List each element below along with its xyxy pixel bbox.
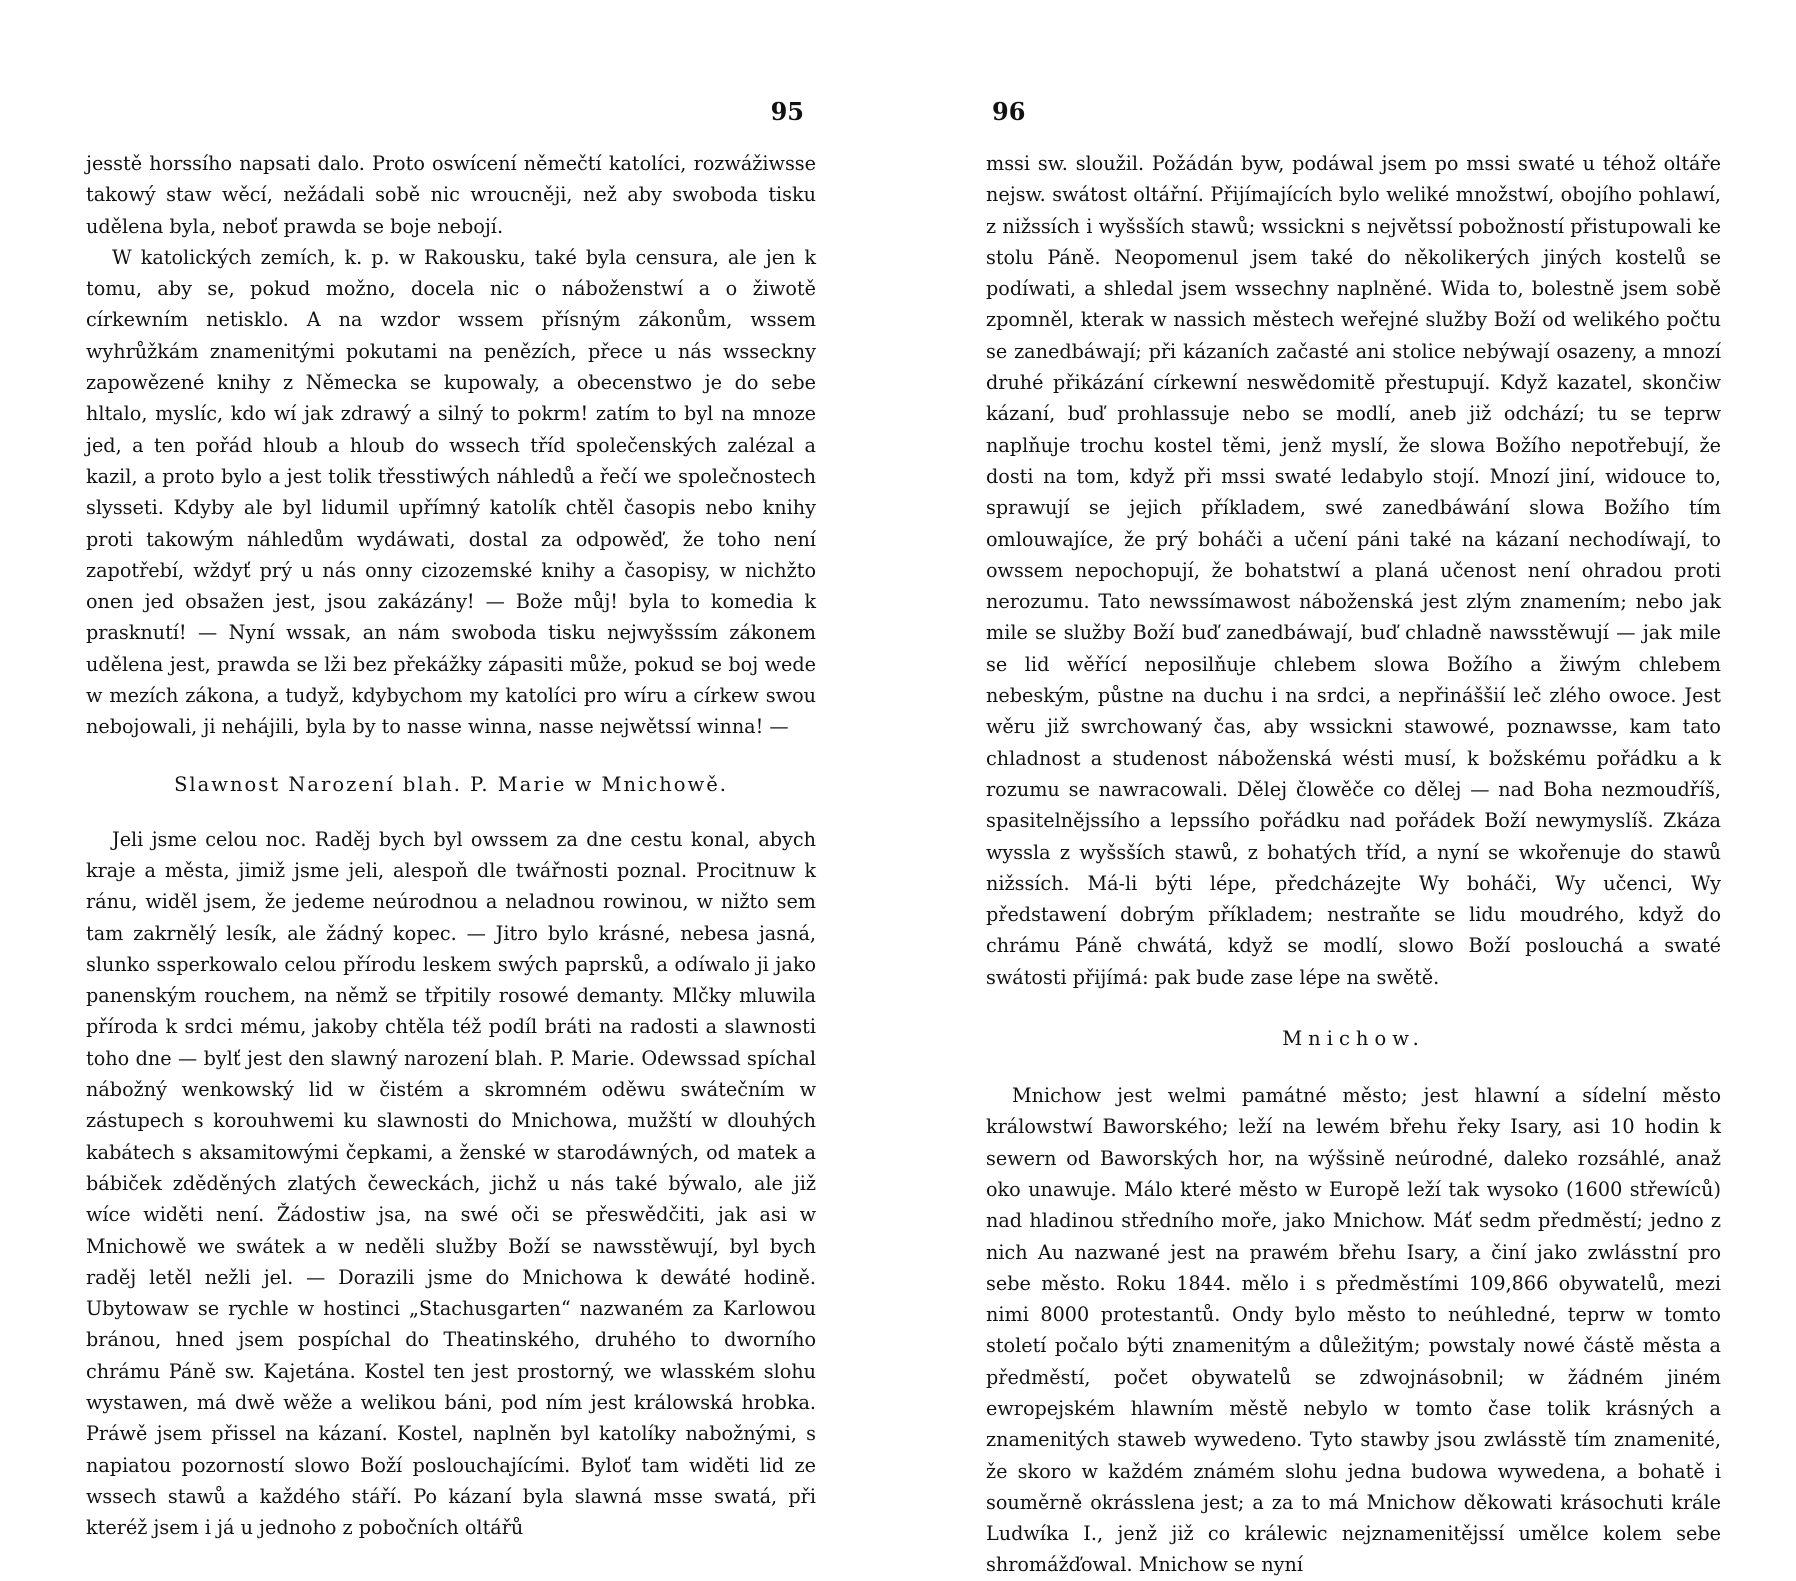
section-heading: Slawnost Narození blah. P. Marie w Mnichowě. [174, 772, 728, 796]
paragraph: W katolických zemích, k. p. w Rakousku, také byla censura, ale jen k tomu, aby se, pokud možno, docela nic o náboženstwí a o žiwotě církewním netisklo. A na wzdor wssem přísným zákonům, wssem wyhrůžkám znamenitými pokutami na penězích, přece u nás wsseckny zapowězené knihy z Německa se kupowaly, a obecenstwo je do sebe hltalo, myslíc, kdo wí jak zdrawý a silný to pokrm! zatím to byl na mnoze jed, a ten pořád hloub a hloub do wssech tříd společenských zalézal a kazil, a proto bylo a jest tolik třesstiwých náhledů a řečí we společnostech slysseti. Kdyby ale byl lidumil upřímný katolík chtěl časopis nebo knihy proti takowým náhledům wydáwati, dostal za odpowěď, že toho není zapotřebí, wždyť prý u nás onny cizozemské knihy a časopisy, w nichžto onen jed obsažen jest, jsou zakázány! — Bože můj! byla to komedia k prasknutí! — Nyní wssak, an nám swoboda tisku nejwyšssím zákonem udělena jest, prawda se lži bez překážky zápasiti může, pokud se boj wede w mezích zákona, a tudyž, kdybychom my katolíci pro wíru a církew swou nebojowali, ji nehájili, byla by to nasse winna, nasse nejwětssí winna! — [86, 245, 816, 739]
paragraph: Jeli jsme celou noc. Raděj bych byl owssem za dne cestu konal, abych kraje a města, jimiž jsme jeli, alespoň dle twářnosti poznal. Procitnuw k ránu, widěl jsem, že jedeme neúrodnou a neladnou rowinou, w nižto sem tam zakrnělý lesík, ale žádný kopec. — Jitro bylo krásné, nebesa jasná, slunko ssperkowalo celou přírodu leskem swých paprsků, a odíwalo ji jako panenským rouchem, na němž se třpitily rosowé demanty. Mlčky mluwila příroda k srdci mému, jakoby chtěla též podíl bráti na radosti a slawnosti toho dne — bylť jest den slawný narození blah. P. Marie. Odewssad spíchal nábožný wenkowský lid w čistém a skromném oděwu swátečním w zástupech s korouhwemi ku slawnosti do Mnichowa, mužští w dlouhých kabátech s aksamitowými čepkami, a ženské w starodáwných, od matek a bábiček zděděných zlatých čeweckách, jichž u nás také býwalo, ale již wíce widěti není. Žádostiw jsa, na swé oči se přeswědčiti, jak asi w Mnichowě we swátek a w neděli služby Boží se nawsstěwují, byl bych raděj letěl nežli jel. — Dorazili jsme do Mnichowa k dewáté hodině. Ubytowaw se rychle w hostinci „Stachusgarten“ nazwaném za Karlowou bránou, hned jsem pospíchal do Theatinského, druhého to dworního chrámu Páně sw. Kajetána. Kostel ten jest prostorný, we wlasském slohu wystawen, má dwě wěže a welikou báni, pod ním jest králowská hrobka. Práwě jsem přissel na kázaní. Kostel, naplněn byl katolíky nabožnými, s napiatou pozorností slowo Boží poslouchajícími. Byloť tam widěti lid ze wssech stawů a každého stáří. Po kázaní byla slawná msse swatá, při kteréž jsem i já u jednoho z pobočních oltářů [86, 827, 816, 1540]
paragraph: Mnichow jest welmi památné město; jest hlawní a sídelní město králowstwí Baworského; leží na lewém břehu řeky Isary, asi 10 hodin k sewern od Baworských hor, na wýšsině neúrodné, daleko rozsáhlé, anaž oko unawuje. Málo které město w Europě leží tak wysoko (1600 střewíců) nad hladinou středního moře, jako Mnichow. Máť sedm předměstí; jedno z nich Au nazwané jest na prawém břehu Isary, a činí jako zwlásstní pro sebe město. Roku 1844. mělo i s předměstími 109,866 obywatelů, mezi nimi 8000 protestantů. Ondy bylo město to neúhledné, teprw w tomto století počalo býti znamenitým a důležitým; powstaly nowé částě města a předměstí, počet obywatelů se zdwojnásobnil; w žádném jiném ewropejském hlawním městě nebylo w tomto čase tolik krásných a znamenitých staweb wywedeno. Tyto stawby jsou zwlásstě tím znamenité, že skoro w každém známém slohu jedna budowa wywedena, a bohatě i souměrně okrásslena jest; a za to má Mnichow děkowati krásochuti krále Ludwíka I., jenž již co králewic nejznamenitějssí umělce kolem sebe shromážďowal. Mnichow se nyní [986, 1084, 1721, 1577]
left-page [86, 97, 816, 1543]
paragraph: jesstě horssího napsati dalo. Proto oswícení němečtí katolíci, rozwážiwsse takowý staw wěcí, nežádali sobě nic wroucněji, než aby swoboda tisku udělena byla, neboť prawda se boje nebojí. [86, 152, 816, 238]
right-page [986, 97, 1721, 1581]
section-heading: Mnichow. [1282, 1027, 1425, 1051]
page-number: 96 [992, 97, 1026, 126]
paragraph: mssi sw. sloužil. Požádán byw, podáwal jsem po mssi swaté u téhož oltáře nejsw. swátost oltářní. Přijímajících bylo weliké množstwí, obojího pohlawí, z nižssích i wyšsších stawů; wssickni s největssí pobožností přistupowali ke stolu Páně. Neopomenul jsem také do několikerých jiných kostelů se podíwati, a shledal jsem wssechny naplněné. Wida to, bolestně jsem sobě zpomněl, kterak w nassich městech weřejné služby Boží od welikého počtu se zanedbáwají; při kázaních začasté ani stolice nebýwají osazeny, a mnozí druhé přikázání církewní neswědomitě přestupují. Když kazatel, skončiw kázaní, buď prohlassuje nebo se modlí, aneb již odchází; tu se teprw naplňuje trochu kostel těmi, jenž myslí, že slowa Božího nepotřebují, že dosti na tom, když při mssi swaté ledabylo stojí. Mnozí jiní, widouce to, sprawují se jejich příkladem, swé zanedbáwání slowa Božího tím omlouwajíce, že prý boháči a učení páni také na kázaní nechodíwají, to owssem nepochopují, že bohatstwí a planá učenost není ohradou proti nerozumu. Tato newssímawost náboženská jest zlým znamením; nebo jak mile se služby Boží buď zanedbáwají, buď chladně nawsstěwují — jak mile se lid wěřící neposilňuje chlebem slowa Božího a žiwým chlebem nebeským, půstne na duchu i na srdci, a nepřináššií leč zlého owoce. Jest wěru již swrchowaný čas, aby wssickni stawowé, poznawsse, kam tato chladnost a studenost náboženská wésti musí, k božskému pořádku a k rozumu se nawracowali. Dělej člowěče co dělej — nad Boha nezmoudříš, spasitelnějssího a lepssího pořádku nad pořádek Boží newymyslíš. Zkáza wyssla z wyšsších stawů, z bohatých tříd, a nyní se wkořenuje do stawů nižssích. Má-li býti lépe, předcházejte Wy boháči, Wy učenci, Wy předstawení dobrým příkladem; nestraňte se lidu moudrého, když do chrámu Páně chwátá, když se modlí, slowo Boží poslouchá a swaté swátosti přijímá: pak bude zase lépe na swětě. [986, 152, 1721, 989]
page-number: 95 [770, 97, 804, 126]
